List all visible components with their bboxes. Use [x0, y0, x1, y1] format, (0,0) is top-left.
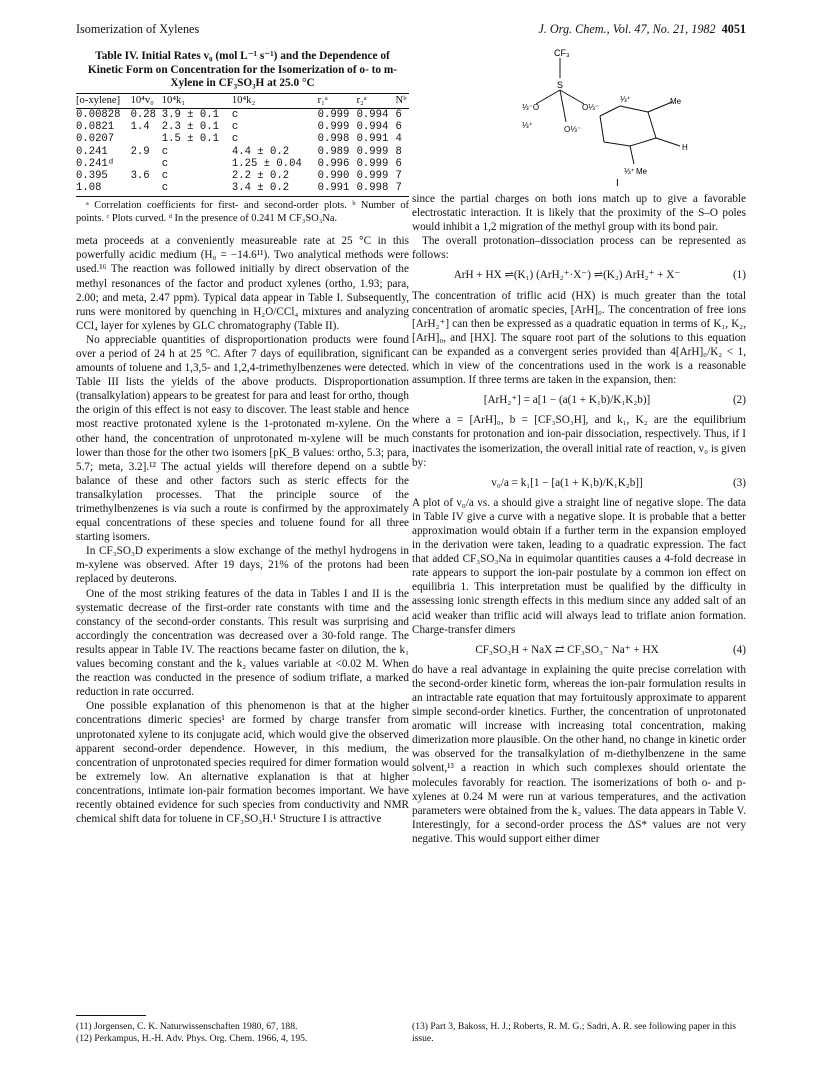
- table-row: [76, 108, 409, 121]
- table-cell: c: [161, 170, 169, 182]
- oxygen-label-left: ⅓⁻O: [522, 103, 540, 112]
- footnote: (13) Part 3, Bakoss, H. J.; Roberts, R. M. G.; Sadri, A. R. see following paper in this issue.: [412, 1021, 737, 1044]
- equation-1: [412, 268, 746, 282]
- table-cell: 0.991: [318, 182, 357, 197]
- table-cell: 3.9 ± 0.1: [161, 108, 219, 121]
- body-paragraph: No appreciable quantities of disproportionation products were found over a period of 24 h at 25 °C. After 7 days of equilibration, significant amounts of toluene and 1,3,5- and 1,2,4-trimethylbenzenes were detected. Table III lists the yields of the above products. Disproportionation (transalkylation) appears to be greatest for para and least for ortho, though the origin of this effect is not easy to discover. The least stable and hence most reactive protonated xylene is the 1-protonated m-xylene. On the other hand, the concentration of unprotonated m-xylene will be much lower than those for the other two isomers [pK_B values: ortho, 5.3; para, 5.7; meta, 3.2].¹² The actual yields will therefore depend on a subtle balance of these and other factors such as steric effects for the transalkylation processes. That the principle source of the trimethylbenzenes is via such a route is confirmed by the approximately equal concentrations of these species and toluene found for all three starting isomers.: [76, 333, 409, 544]
- table-cell: 3.6: [130, 170, 150, 182]
- table-cell: 0.994: [356, 121, 389, 134]
- table-cell: c: [231, 108, 239, 121]
- page-number: 4051: [721, 22, 746, 36]
- table-cell: 4.4 ± 0.2: [231, 145, 290, 158]
- body-paragraph: The overall protonation–dissociation process can be represented as follows:: [412, 235, 746, 262]
- table-cell: 7: [395, 170, 402, 182]
- table-cell: 2.9: [130, 145, 150, 158]
- footnote-rule: [76, 1015, 146, 1016]
- cf3-label: CF₃: [554, 48, 570, 58]
- body-paragraph: meta proceeds at a conveniently measureable rate at 25 °C in this powerfully acidic medium (H₀ = −14.6¹¹). Two analytical methods were used.¹⁶ The reaction was followed initially by direct observation of the methyl resonances of the factor and product xylenes (ortho, 1.93; para, 2.00; and meta, 2.47 ppm). Typical data appear in Table I. Subsequently, runs were monitored by quenching in H₂O/CCl₄ mixtures and analyzing CCl₄ layer for xylenes by GLC chromatography (Table II).: [76, 235, 409, 332]
- sulfur-label: S: [557, 80, 564, 90]
- equation-number: (1): [732, 269, 746, 282]
- table-cell: 0.241ᵈ: [76, 157, 115, 170]
- table-header-row: [76, 93, 409, 108]
- col-header: Nᵇ: [396, 93, 409, 108]
- equation-number: (3): [732, 476, 746, 489]
- partial-charge-left: ⅓⁺: [522, 121, 533, 130]
- table-cell: 0.999: [317, 121, 350, 134]
- structure-label: I: [616, 178, 619, 186]
- col-header: r₂ᵃ: [357, 93, 396, 108]
- table-cell: 0.999: [356, 170, 389, 182]
- oxygen-label-bottom: O⅓⁻: [564, 125, 582, 134]
- equation-body: CF₃SO₃H + NaX ⇄ CF₃SO₃⁻ Na⁺ + HX: [475, 643, 659, 656]
- table-cell: c: [231, 121, 239, 134]
- body-paragraph: The concentration of triflic acid (HX) is much greater than the total concentration of aromatic species, [ArH]₀. The concentration of free ions [ArH₂⁺] can then be expressed as a quadratic equation in terms of K₁, K₂, [ArH]₀, and [HX]. The square root part of the solutions to this equation can be expanded as a convergent series provided than 4[ArH]₀/K₂ < 1, which in view of the concentrations used in the work is a reasonable assumption. If three terms are taken in the expansion, then:: [412, 289, 746, 387]
- table-cell: c: [161, 157, 169, 170]
- body-paragraph: where a = [ArH]₀, b = [CF₃SO₃H], and k₁, K₂ are the equilibrium constants for protonation and ion-pair dissociation, respectively. Thus, if I inactivates the isomerization, the overall initial rate of reaction, v₀ is given by:: [412, 414, 746, 469]
- equation-number: (4): [732, 643, 746, 656]
- table-row: [76, 182, 409, 197]
- table-cell: 0.996: [317, 157, 350, 170]
- hydrogen-label: H: [682, 143, 688, 152]
- running-header: Isomerization of Xylenes: [76, 22, 200, 36]
- table-cell: 1.25 ± 0.04: [231, 157, 302, 170]
- table-cell: 0.998: [357, 182, 396, 197]
- equation-number: (2): [732, 394, 746, 407]
- table-cell: 1.5 ± 0.1: [161, 133, 219, 146]
- methyl-label-lower: Me: [636, 167, 648, 176]
- structure-I-diagram: [520, 46, 720, 186]
- col-header: 10⁴k₂: [232, 93, 318, 108]
- col-header: [o-xylene]: [76, 93, 131, 108]
- table-row: [76, 170, 409, 182]
- body-paragraph: A plot of v₀/a vs. a should give a straight line of negative slope. The data in Table IV give a curve with a negative slope. It is probable that a better approximation would obtain if a further term in the expansion employed in the derivation were taken, leading to a quadratic expression. The fact that added CF₃SO₃Na in equimolar quantities causes a 4-fold decrease in rate appears to support the ion-pair postulate by a common ion effect on equilibria 1. This interpretation must be qualified by the difficulty in assessing ionic strength effects in this medium since any added salt of an acid weaker than triflic acid will always lead to triflate anion formation. Charge-transfer dimers: [412, 496, 746, 636]
- journal-name: J. Org. Chem., Vol. 47, No. 21, 1982: [538, 22, 716, 36]
- table-cell: 0.989: [317, 145, 350, 158]
- footnotes-right: [412, 1021, 746, 1044]
- body-paragraph: do have a real advantage in explaining the quite precise correlation with the second-order kinetic form, whereas the ion-pair formulation results in an intractable rate equation that may fortuitously approximate to apparent simple second-order kinetics. Further, the concentration of unprotonated aromatic will increase with increasing total concentration, making dimerization more plausible. On the other hand, no change in kinetic order was observed for the transalkylation of m-diethylbenzene in the same solvent,¹³ a reaction in which such complexes should orientate the molecules favorably for reaction. The isomerizations of both o- and p-xylenes at 0.24 M were run at various temperatures, and the activation parameters were obtained from the k₂ values. The data appears in Table V. Interestingly, for a second-order process the ΔS* values are not very negative. This would support either dimer: [412, 663, 746, 845]
- table-cell: 0.999: [317, 108, 350, 121]
- equation-body: v₀/a = k₁[1 − [a(1 + K₁b)/K₁K₂b]]: [491, 476, 643, 489]
- table-cell: 4: [395, 133, 402, 146]
- table-cell: 0.994: [356, 108, 389, 121]
- table-cell: 1.4: [130, 121, 150, 134]
- table-cell: 0.990: [317, 170, 350, 182]
- table-cell: [131, 158, 162, 170]
- kinetics-table: [76, 93, 409, 198]
- table-cell: 3.4 ± 0.2: [232, 182, 318, 197]
- table-cell: 2.3 ± 0.1: [161, 121, 219, 134]
- body-paragraph: One of the most striking features of the data in Tables I and II is the systematic decrease of the first-order rate constants with time and the constancy of the second-order constants. This result was surprising and accordingly the concentration was decreased over a 30-fold range. The results appear in Table IV. The reactions became faster on dilution, the k₁ values becoming constant and the k₂ values variable at <0.02 M. When the reaction was conducted in the presence of sodium triflate, a marked reduction in rate occurred.: [76, 587, 409, 699]
- equation-body: ArH + HX ⇌(K₁) (ArH₂⁺·X⁻) ⇌(K₂) ArH₂⁺ + X⁻: [453, 269, 681, 282]
- table-row: [76, 121, 409, 133]
- table-cell: c: [231, 133, 239, 146]
- partial-charge-bottom: ⅓⁺: [624, 167, 635, 176]
- table-cell: 0.00828: [76, 108, 121, 121]
- table-row: [76, 133, 409, 145]
- body-paragraph: One possible explanation of this phenomenon is that at the higher concentrations dimeric species¹ are formed by charge transfer from unprotonated xylene to its conjugate acid, which would give the observed apparent second-order dependence. However, in this medium, the concentration of unprotonated species required for dimer formation would be extremely low. An alternative explanation is that at higher concentrations, intimate ion-pair formation becomes important. We have recently obtained evidence for such species from conductivity and NMR chemical shift data for toluene in CF₃SO₃H.¹ Structure I is attractive: [76, 700, 409, 826]
- equation-body: [ArH₂⁺] = a[1 − (a(1 + K₁b)/K₁K₂b)]: [483, 394, 651, 407]
- footnote: (11) Jorgensen, C. K. Naturwissenschaften 1980, 67, 188.: [76, 1021, 298, 1032]
- col-header: 10⁴k₁: [162, 93, 232, 108]
- journal-citation: [538, 22, 746, 37]
- table-cell: 8: [395, 145, 402, 158]
- table-cell: 0.28: [130, 108, 156, 121]
- table-cell: 1.08: [76, 182, 131, 197]
- col-header: 10⁴v₀: [131, 93, 162, 108]
- table-cell: 0.999: [356, 157, 389, 170]
- table-cell: 0.998: [317, 133, 350, 146]
- oxygen-label-right: O⅓⁻: [582, 103, 600, 112]
- body-paragraph: In CF₃SO₃D experiments a slow exchange of the methyl hydrogens in m-xylene was observed. After 19 days, 21% of the protons had been replaced by deuterons.: [76, 545, 409, 586]
- right-column: [412, 192, 746, 846]
- table-caption: Table IV. Initial Rates v₀ (mol L⁻¹ s⁻¹) and the Dependence of Kinetic Form on Concentration for the Isomerization of o- to m-Xylene in CF₃SO₃H at 25.0 °C: [87, 50, 398, 90]
- equation-2: [412, 393, 746, 407]
- col-header: r₁ᵃ: [318, 93, 357, 108]
- table-cell: c: [161, 145, 169, 158]
- table-cell: 0.0207: [76, 133, 115, 146]
- table-cell: 0.241: [76, 145, 108, 158]
- table-cell: 0.395: [76, 170, 108, 182]
- equation-4: [412, 643, 746, 657]
- table-row: [76, 158, 409, 170]
- table-footnotes: ᵃ Correlation coefficients for first- and second-order plots. ᵇ Number of points. ᶜ Plots curved. ᵈ In the presence of 0.241 M CF₃SO₃Na.: [76, 200, 409, 224]
- table-row: [76, 146, 409, 158]
- table-cell: [131, 182, 162, 197]
- table-cell: 0.991: [356, 133, 389, 146]
- table-cell: 6: [395, 121, 402, 134]
- table-cell: 0.0821: [76, 121, 115, 134]
- methyl-label-upper: Me: [670, 97, 682, 106]
- table-cell: [131, 133, 162, 145]
- table-cell: c: [162, 182, 232, 197]
- footnote: (12) Perkampus, H.-H. Adv. Phys. Org. Chem. 1966, 4, 195.: [76, 1032, 308, 1044]
- table-cell: 6: [395, 157, 402, 170]
- table-cell: 6: [395, 108, 402, 121]
- table-cell: 2.2 ± 0.2: [231, 170, 290, 182]
- table-cell: 0.999: [356, 145, 389, 158]
- partial-charge-top: ⅓⁺: [620, 95, 631, 104]
- footnotes-left: [76, 1021, 409, 1044]
- table-cell: 7: [396, 182, 409, 197]
- body-paragraph: since the partial charges on both ions match up to give a favorable electrostatic interaction. It is likely that the proximity of the S–O poles would inhibit a 1,2 migration of the methyl group with its bond pair.: [412, 193, 746, 234]
- left-column: [76, 50, 409, 826]
- equation-3: [412, 476, 746, 490]
